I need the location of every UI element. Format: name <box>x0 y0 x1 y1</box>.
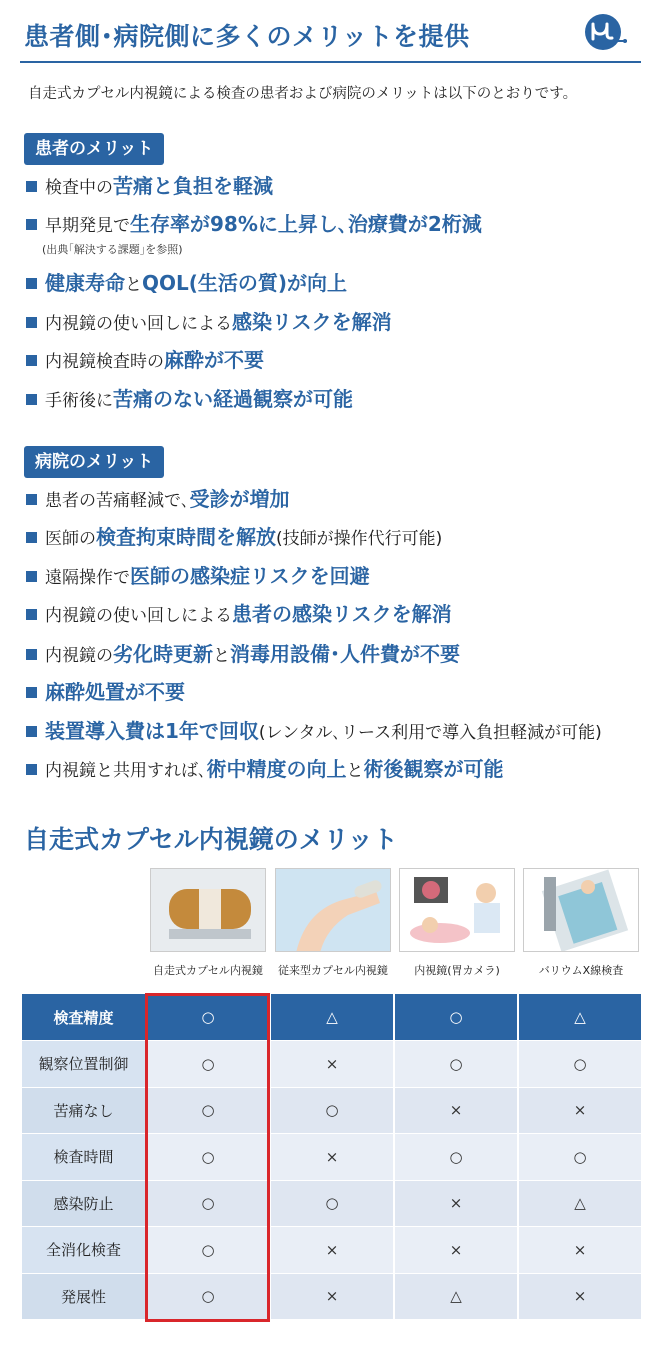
benefit-highlight-text: 生存率が98%に上昇し､治療費が2桁減 <box>130 212 482 236</box>
benefit-highlight-text: 麻酔処置が不要 <box>45 680 185 704</box>
rating-cell: ○ <box>146 1227 270 1274</box>
benefit-text: 内視鏡と共用すれば､ <box>45 761 207 781</box>
patient-section-tag: 患者のメリット <box>24 133 164 165</box>
benefit-item <box>26 524 442 552</box>
rating-cell: × <box>270 1041 394 1088</box>
table-row <box>22 1041 642 1088</box>
benefit-item <box>26 756 504 784</box>
bullet-square-icon <box>26 278 37 289</box>
benefit-text: (技師が操作代行可能) <box>276 529 443 549</box>
header <box>0 0 661 62</box>
bullet-square-icon <box>26 219 37 230</box>
row-label: 検査時間 <box>22 1134 146 1181</box>
column-caption: バリウムX線検査 <box>538 964 624 977</box>
rating-cell: ○ <box>394 994 518 1041</box>
rating-cell: × <box>270 1134 394 1181</box>
benefit-text: と <box>213 646 230 666</box>
table-row <box>22 1273 642 1320</box>
row-label: 観察位置制御 <box>22 1041 146 1088</box>
bullet-square-icon <box>26 394 37 405</box>
benefit-highlight-text: 術後観察が可能 <box>363 757 504 781</box>
benefit-highlight-text: 検査拘束時間を解放 <box>96 525 276 549</box>
rating-cell: ○ <box>394 1041 518 1088</box>
benefit-item <box>26 309 392 337</box>
bullet-square-icon <box>26 494 37 505</box>
self-propelled-capsule-image <box>150 868 266 952</box>
benefit-text: 患者の苦痛軽減で､ <box>45 491 190 511</box>
table-row <box>22 1134 642 1181</box>
table-row <box>22 1227 642 1274</box>
rating-cell: × <box>518 1087 642 1134</box>
benefit-highlight-text: 医師の感染症リスクを回避 <box>130 564 370 588</box>
benefit-highlight-text: 受診が増加 <box>189 487 290 511</box>
benefit-item <box>26 211 482 239</box>
benefit-text: 内視鏡検査時の <box>45 352 164 372</box>
rating-cell: ○ <box>270 1087 394 1134</box>
row-label: 苦痛なし <box>22 1087 146 1134</box>
benefit-text: 医師の <box>45 529 96 549</box>
rating-cell: × <box>270 1227 394 1274</box>
benefit-highlight-text: 感染リスクを解消 <box>232 310 392 334</box>
benefit-item <box>26 347 264 375</box>
benefit-text: 内視鏡の <box>45 646 113 666</box>
bullet-square-icon <box>26 532 37 543</box>
benefit-highlight-text: 麻酔が不要 <box>164 348 264 372</box>
benefit-text: 手術後に <box>45 391 113 411</box>
benefit-highlight-text: が向上 <box>287 271 348 295</box>
benefit-highlight-text: 苦痛と負担を軽減 <box>113 174 273 198</box>
bullet-square-icon <box>26 355 37 366</box>
row-label: 発展性 <box>22 1273 146 1320</box>
benefit-highlight-text: 消毒用設備･人件費が不要 <box>230 642 460 666</box>
bullet-square-icon <box>26 317 37 328</box>
column-caption: 内視鏡(胃カメラ) <box>414 964 500 977</box>
comparison-table <box>22 994 643 1320</box>
rating-cell: × <box>270 1273 394 1320</box>
barium-xray-image <box>523 868 639 952</box>
rating-cell: △ <box>518 994 642 1041</box>
benefit-highlight-text: QOL(生活の質) <box>142 271 288 295</box>
rating-cell: △ <box>394 1273 518 1320</box>
table-row <box>22 1087 642 1134</box>
comparison-title: 自走式カプセル内視鏡のメリット <box>24 825 398 854</box>
benefit-item <box>26 486 290 514</box>
benefit-highlight-text: 苦痛のない経過観察が可能 <box>113 387 353 411</box>
rating-cell: ○ <box>270 1180 394 1227</box>
benefit-text: 内視鏡の使い回しによる <box>45 606 232 626</box>
benefit-text: と <box>346 761 364 781</box>
page-title: 患者側･病院側に多くのメリットを提供 <box>24 22 470 51</box>
bullet-square-icon <box>26 726 37 737</box>
rating-cell: × <box>394 1227 518 1274</box>
benefit-item <box>26 601 452 629</box>
benefit-text: 検査中の <box>45 178 113 198</box>
benefit-item <box>26 641 460 669</box>
rating-cell: ○ <box>146 1087 270 1134</box>
rating-cell: △ <box>518 1180 642 1227</box>
benefit-item <box>26 270 347 298</box>
benefit-text: (レンタル､リース利用で導入負担軽減が可能) <box>258 723 602 743</box>
benefit-text: 遠隔操作で <box>45 568 130 588</box>
benefit-highlight-text: 術中精度の向上 <box>206 757 347 781</box>
bullet-square-icon <box>26 571 37 582</box>
benefit-item <box>26 679 185 707</box>
benefit-text: 内視鏡の使い回しによる <box>45 314 232 334</box>
endoscope-image <box>399 868 515 952</box>
benefit-item <box>26 173 273 201</box>
hospital-section-tag: 病院のメリット <box>24 446 164 478</box>
rating-cell: × <box>518 1273 642 1320</box>
rating-cell: ○ <box>146 994 270 1041</box>
conventional-capsule-image <box>275 868 391 952</box>
rating-cell: ○ <box>146 1041 270 1088</box>
bullet-square-icon <box>26 609 37 620</box>
rating-cell: ○ <box>394 1134 518 1181</box>
intro-text: 自走式カプセル内視鏡による検査の患者および病院のメリットは以下のとおりです。 <box>28 86 578 102</box>
benefit-highlight-text: 患者の感染リスクを解消 <box>232 602 452 626</box>
benefit-text: 早期発見で <box>45 216 130 236</box>
benefit-item <box>26 563 370 591</box>
benefit-item <box>26 718 602 746</box>
bullet-square-icon <box>26 764 37 775</box>
table-row <box>22 1180 642 1227</box>
benefit-text: と <box>125 275 142 295</box>
header-divider <box>20 61 641 63</box>
rating-cell: ○ <box>146 1273 270 1320</box>
rating-cell: ○ <box>518 1041 642 1088</box>
table-row <box>22 994 642 1041</box>
row-label: 全消化検査 <box>22 1227 146 1274</box>
bullet-square-icon <box>26 181 37 192</box>
bullet-square-icon <box>26 649 37 660</box>
row-label: 検査精度 <box>22 994 146 1041</box>
source-note: (出典｢解決する課題｣を参照) <box>42 243 183 256</box>
bullet-square-icon <box>26 687 37 698</box>
rating-cell: ○ <box>146 1134 270 1181</box>
benefit-item <box>26 386 353 414</box>
column-caption: 従来型カプセル内視鏡 <box>278 964 388 977</box>
rating-cell: × <box>394 1087 518 1134</box>
rating-cell: × <box>394 1180 518 1227</box>
row-label: 感染防止 <box>22 1180 146 1227</box>
mu-logo-icon <box>583 12 629 52</box>
benefit-highlight-text: 劣化時更新 <box>113 642 213 666</box>
rating-cell: △ <box>270 994 394 1041</box>
column-caption: 自走式カプセル内視鏡 <box>153 964 263 977</box>
rating-cell: ○ <box>518 1134 642 1181</box>
rating-cell: ○ <box>146 1180 270 1227</box>
rating-cell: × <box>518 1227 642 1274</box>
benefit-highlight-text: 健康寿命 <box>45 271 125 295</box>
benefit-highlight-text: 装置導入費は1年で回収 <box>45 719 259 743</box>
